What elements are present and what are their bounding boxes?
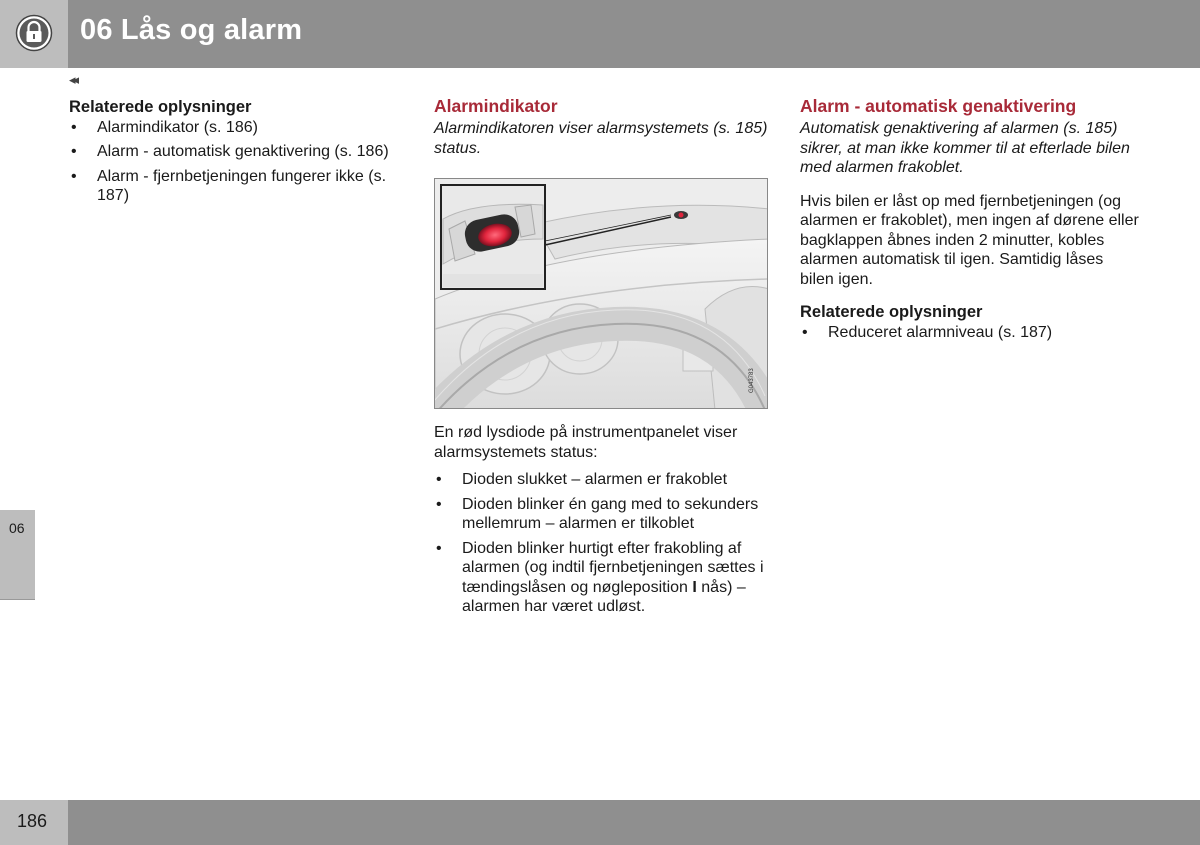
section-heading: Alarm - automatisk genaktivering (800, 96, 1077, 116)
related-info-list (800, 323, 1140, 343)
figure-code: G043783 (749, 368, 755, 393)
chapter-header (0, 0, 1200, 68)
chapter-icon-box (0, 0, 68, 68)
list-item: • Dioden slukket – alarmen er frakoblet (436, 471, 728, 488)
page-number-box (0, 800, 68, 845)
section-paragraph: Hvis bilen er låst op med fjernbetjeningen (og alarmen er frakoblet), men ingen af dørene eller bagklappen åbnes inden 2 minutter, kobles alarmen automatisk til igen. Samtidig låses bilen igen. (800, 192, 1139, 288)
auto-rearm-column (800, 96, 1140, 347)
dashboard-drawing (435, 179, 768, 409)
dashboard-illustration (434, 178, 768, 409)
alarm-indicator-column (434, 96, 774, 622)
related-info-column (69, 98, 404, 211)
page-number: 186 (17, 811, 48, 831)
previous-page-arrows-icon[interactable]: ◂◂ (69, 72, 77, 87)
list-item[interactable]: • Alarm - automatisk genaktivering (s. 186) (71, 143, 389, 160)
lock-icon (15, 14, 53, 52)
related-info-list (69, 118, 404, 206)
chapter-side-tab[interactable] (0, 510, 35, 600)
section-lead: Alarmindikatoren viser alarmsystemets (s. 185) status. (434, 120, 768, 157)
list-item[interactable]: • Reduceret alarmniveau (s. 187) (802, 323, 1053, 341)
chapter-tab-label: 06 (9, 520, 25, 536)
chapter-title: 06 Lås og alarm (80, 14, 303, 46)
list-item: • Dioden blinker én gang med to sekunders mellemrum – alarmen er tilkoblet (436, 495, 759, 532)
led-status-list (434, 470, 774, 617)
related-info-heading: Relaterede oplysninger (69, 98, 252, 116)
list-item[interactable]: • Alarmindikator (s. 186) (71, 118, 258, 136)
page-footer (0, 800, 1200, 845)
section-paragraph: En rød lysdiode på instrumentpanelet viser alarmsystemets status: (434, 424, 738, 461)
section-heading: Alarmindikator (434, 96, 558, 116)
section-lead: Automatisk genaktivering af alarmen (s. 185) sikrer, at man ikke kommer til at efterlade bilen med alarmen frakoblet. (800, 120, 1130, 176)
list-item[interactable]: • Alarm - fjernbetjeningen fungerer ikke (s. 187) (71, 167, 387, 204)
related-info-heading: Relaterede oplysninger (800, 303, 983, 321)
list-item: • Dioden blinker hurtigt efter frakobling af alarmen (og indtil fjernbetjeningen sættes i tændingslåsen og nøgleposition I nås) – alarmen har været udløst. (436, 539, 764, 615)
